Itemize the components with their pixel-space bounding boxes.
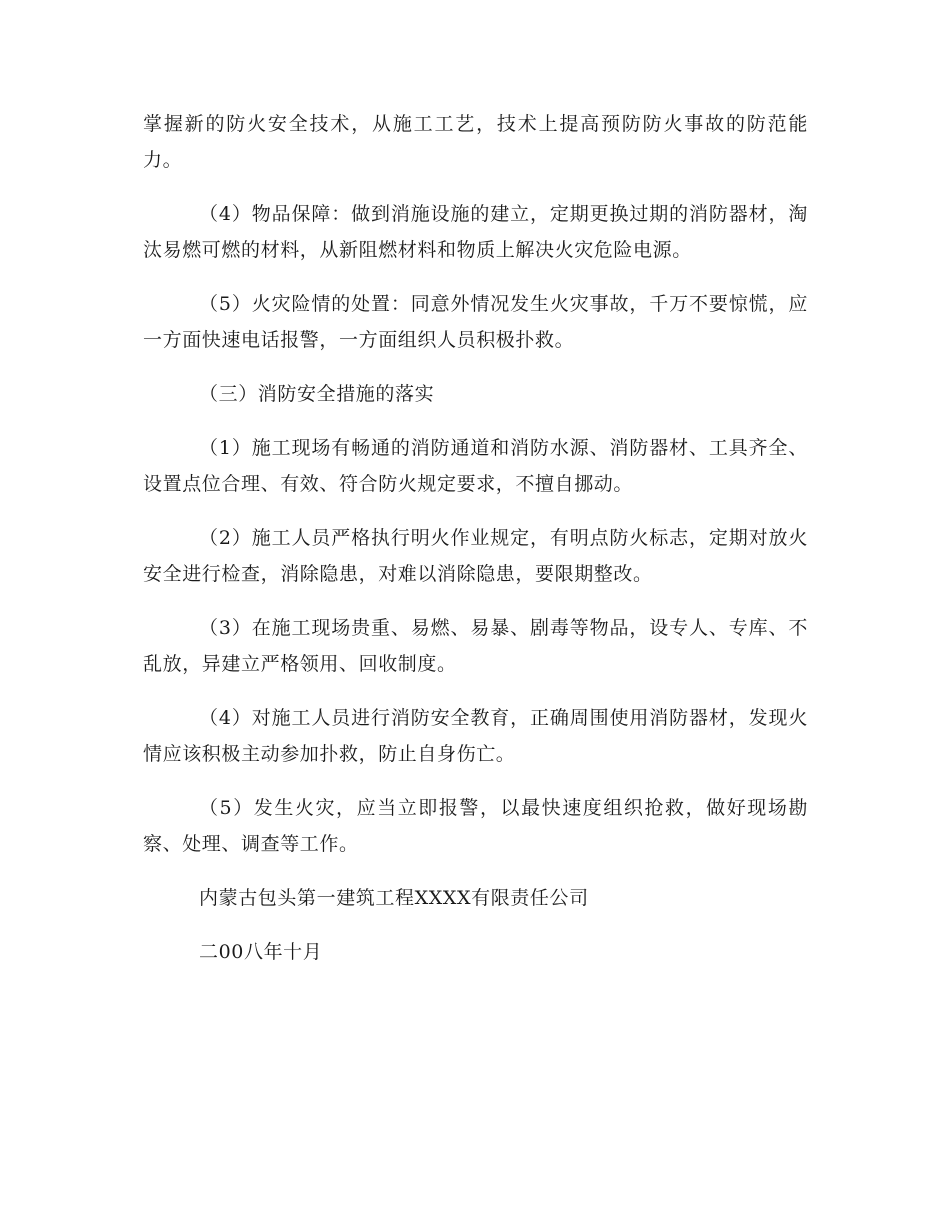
paragraph-continuation: 掌握新的防火安全技术，从施工工艺，技术上提高预防防火事故的防范能力。: [143, 113, 808, 171]
document-body: [143, 106, 808, 988]
paragraph-item-4-supplies: （4）物品保障：做到消施设施的建立，定期更换过期的消防器材，淘汰易燃可燃的材料，从新阻燃材料和物质上解决火灾危险电源。: [143, 203, 808, 261]
section-heading-measures: （三）消防安全措施的落实: [199, 383, 435, 405]
paragraph-item-5-fire-response: （5）火灾险情的处置：同意外情况发生火灾事故，千万不要惊慌，应一方面快速电话报警，一方面组织人员积极扑救。: [143, 293, 808, 351]
signature-date: 二00八年十月: [199, 941, 323, 963]
signature-company: 内蒙古包头第一建筑工程XXXX有限责任公司: [199, 887, 589, 909]
paragraph-measure-3: （3）在施工现场贵重、易燃、易暴、剧毒等物品，设专人、专库、不乱放，异建立严格领用、回收制度。: [143, 617, 808, 675]
paragraph-measure-4: （4）对施工人员进行消防安全教育，正确周围使用消防器材，发现火情应该积极主动参加扑救，防止自身伤亡。: [143, 707, 808, 765]
paragraph-measure-2: （2）施工人员严格执行明火作业规定，有明点防火标志，定期对放火安全进行检查，消除隐患，对难以消除隐患，要限期整改。: [143, 527, 808, 585]
paragraph-measure-5: （5）发生火灾，应当立即报警，以最快速度组织抢救，做好现场勘察、处理、调查等工作。: [143, 797, 808, 855]
paragraph-measure-1: （1）施工现场有畅通的消防通道和消防水源、消防器材、工具齐全、设置点位合理、有效、符合防火规定要求，不擅自挪动。: [143, 437, 808, 495]
